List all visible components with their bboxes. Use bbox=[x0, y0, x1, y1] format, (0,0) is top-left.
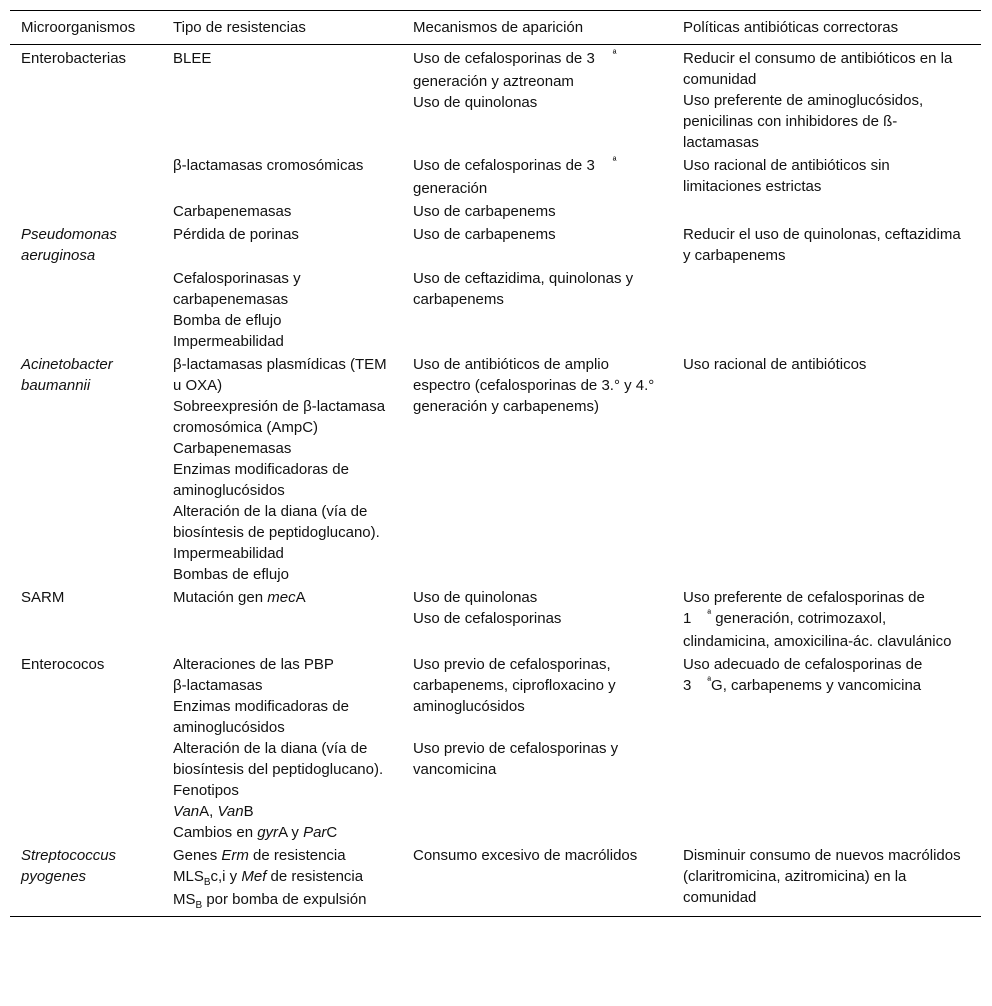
policy-cell: Uso racional de antibióticos bbox=[683, 356, 867, 373]
mechanism-text: Uso de quinolonas bbox=[413, 94, 538, 111]
mechanism-cell bbox=[402, 586, 672, 653]
policy-text: Uso preferente de aminoglucósidos, penicilinas con inhibidores de ß-lactamasas bbox=[683, 92, 924, 151]
resistance-text: Alteraciones de las PBP bbox=[173, 656, 334, 673]
policy-cell bbox=[672, 653, 981, 844]
mechanism-text: Uso de cefalosporinas de 3 bbox=[413, 50, 595, 67]
gene-name: mec bbox=[267, 589, 296, 606]
resistance-text: Sobreexpresión de β-lactamasa cromosómica (AmpC) bbox=[173, 398, 386, 436]
resistance-cell bbox=[162, 653, 402, 844]
resistance-cell: β-lactamasas cromosómicas bbox=[173, 157, 364, 174]
resistance-text: A, bbox=[199, 803, 218, 820]
mechanism-cell bbox=[402, 45, 672, 155]
table-row bbox=[10, 586, 981, 653]
resistance-text: A bbox=[295, 589, 306, 606]
organism-cell bbox=[10, 200, 162, 223]
resistance-text: Carbapenemasas bbox=[173, 440, 292, 457]
gene-name: Erm bbox=[221, 847, 249, 864]
resistance-cell: Carbapenemasas bbox=[173, 203, 292, 220]
policy-text: G, carbapenems y vancomicina bbox=[711, 677, 922, 694]
mechanism-text: Uso previo de cefalosporinas, carbapenems, ciprofloxacino y aminoglucósidos bbox=[413, 656, 616, 715]
subscript: B bbox=[203, 877, 211, 888]
organism-name: Acinetobacter baumannii bbox=[21, 356, 113, 394]
ordinal-mark: ª bbox=[612, 49, 617, 60]
subscript: B bbox=[195, 900, 203, 911]
resistance-text: β-lactamasas bbox=[173, 677, 263, 694]
policy-text: Reducir el consumo de antibióticos en la comunidad bbox=[683, 50, 953, 88]
policy-text: 3 bbox=[683, 677, 692, 694]
organism-cell: Enterobacterias bbox=[21, 50, 127, 67]
gene-name: Van bbox=[217, 803, 244, 820]
table-row bbox=[10, 267, 981, 353]
mechanism-text: Uso de quinolonas bbox=[413, 589, 538, 606]
organism-name: Streptococcus pyogenes bbox=[21, 847, 117, 885]
resistance-text: Enzimas modificadoras de aminoglucósidos bbox=[173, 698, 349, 736]
policy-cell bbox=[672, 586, 981, 653]
resistance-text: Cambios en bbox=[173, 824, 258, 841]
mechanism-text: Uso de cefalosporinas bbox=[413, 610, 562, 627]
policy-cell: Disminuir consumo de nuevos macrólidos (claritromicina, azitromicina) en la comunidad bbox=[672, 844, 981, 917]
table-row bbox=[10, 653, 981, 844]
policy-text: 1 bbox=[683, 610, 692, 627]
mechanism-cell: Uso de ceftazidima, quinolonas y carbapenems bbox=[413, 270, 634, 308]
mechanism-cell bbox=[402, 653, 672, 844]
organism-cell bbox=[10, 223, 162, 267]
resistance-cell: Pérdida de porinas bbox=[173, 226, 299, 243]
mechanism-text: generación bbox=[413, 180, 488, 197]
resistance-text: C bbox=[326, 824, 338, 841]
table-row bbox=[10, 154, 981, 200]
header-mecanismos: Mecanismos de aparición bbox=[402, 11, 672, 45]
mechanism-cell: Uso de carbapenems bbox=[413, 226, 556, 243]
resistance-text: de resistencia MS bbox=[173, 868, 364, 908]
organism-cell: SARM bbox=[21, 589, 65, 606]
resistance-cell bbox=[162, 353, 402, 586]
resistance-text: Cefalosporinasas y carbapenemasas bbox=[173, 270, 301, 308]
header-microorganismos: Microorganismos bbox=[10, 11, 162, 45]
policy-cell bbox=[672, 200, 981, 223]
policy-text: generación, cotrimozaxol, clindamicina, amoxicilina-ác. clavulánico bbox=[683, 610, 952, 650]
mechanism-text: Uso de cefalosporinas de 3 bbox=[413, 157, 595, 174]
resistance-text: de resistencia MLS bbox=[173, 847, 346, 885]
gene-name: Van bbox=[173, 803, 200, 820]
organism-cell bbox=[10, 844, 162, 917]
resistance-text: A y bbox=[278, 824, 304, 841]
mechanism-text: generación y aztreonam bbox=[413, 73, 574, 90]
gene-name: Mef bbox=[241, 868, 267, 885]
organism-cell bbox=[10, 154, 162, 200]
mechanism-cell: Uso de antibióticos de amplio espectro (cefalosporinas de 3.° y 4.° generación y carbapenems) bbox=[413, 356, 655, 415]
table-row bbox=[10, 353, 981, 586]
mechanism-cell bbox=[402, 154, 672, 200]
resistance-text: Genes bbox=[173, 847, 222, 864]
ordinal-mark: ª bbox=[612, 156, 617, 167]
resistance-text: β-lactamasas plasmídicas (TEM u OXA) bbox=[173, 356, 387, 394]
resistance-text: Bomba de eflujo bbox=[173, 312, 282, 329]
header-row bbox=[10, 11, 981, 45]
resistance-cell bbox=[162, 267, 402, 353]
ordinal-mark: ª bbox=[707, 676, 712, 687]
table-row bbox=[10, 844, 981, 917]
mechanism-text: Uso previo de cefalosporinas y vancomicina bbox=[413, 740, 619, 778]
table-row bbox=[10, 200, 981, 223]
gene-name: Par bbox=[303, 824, 327, 841]
mechanism-cell: Uso de carbapenems bbox=[413, 203, 556, 220]
resistance-text: B bbox=[243, 803, 254, 820]
policy-cell bbox=[672, 45, 981, 155]
policy-cell: Uso racional de antibióticos sin limitaciones estrictas bbox=[683, 157, 890, 195]
header-politicas: Políticas antibióticas correctoras bbox=[672, 11, 981, 45]
policy-cell bbox=[672, 267, 981, 353]
resistance-text: Alteración de la diana (vía de biosíntesis del peptidoglucano). Fenotipos bbox=[173, 740, 384, 799]
resistance-text: Impermeabilidad bbox=[173, 545, 284, 562]
resistance-text: Mutación gen bbox=[173, 589, 268, 606]
resistance-text: por bomba de expulsión bbox=[202, 891, 367, 908]
resistance-text bbox=[173, 801, 392, 822]
table-row bbox=[10, 223, 981, 267]
resistance-text: Enzimas modificadoras de aminoglucósidos bbox=[173, 461, 349, 499]
organism-cell bbox=[10, 353, 162, 586]
organism-name: Pseudomonas aeruginosa bbox=[21, 226, 117, 264]
resistance-text: Impermeabilidad bbox=[173, 333, 284, 350]
policy-cell: Reducir el uso de quinolonas, ceftazidima y carbapenems bbox=[683, 226, 961, 264]
resistance-text bbox=[173, 822, 392, 843]
resistance-text: Alteración de la diana (vía de biosíntesis de peptidoglucano). bbox=[173, 503, 380, 541]
gene-name: gyr bbox=[257, 824, 279, 841]
header-tipo-resistencias: Tipo de resistencias bbox=[162, 11, 402, 45]
mechanism-cell: Consumo excesivo de macrólidos bbox=[402, 844, 672, 917]
resistance-cell: BLEE bbox=[173, 50, 212, 67]
resistance-text: c,i y bbox=[210, 868, 242, 885]
antibiotic-resistance-table bbox=[10, 10, 981, 917]
resistance-cell bbox=[162, 586, 402, 653]
organism-cell: Enterococos bbox=[21, 656, 105, 673]
policy-text: Uso preferente de cefalosporinas de bbox=[683, 589, 925, 606]
ordinal-mark: ª bbox=[707, 609, 712, 620]
resistance-text: Bombas de eflujo bbox=[173, 566, 289, 583]
policy-text: Uso adecuado de cefalosporinas de bbox=[683, 656, 923, 673]
resistance-cell bbox=[162, 844, 402, 917]
table-row bbox=[10, 45, 981, 155]
organism-cell bbox=[10, 267, 162, 353]
